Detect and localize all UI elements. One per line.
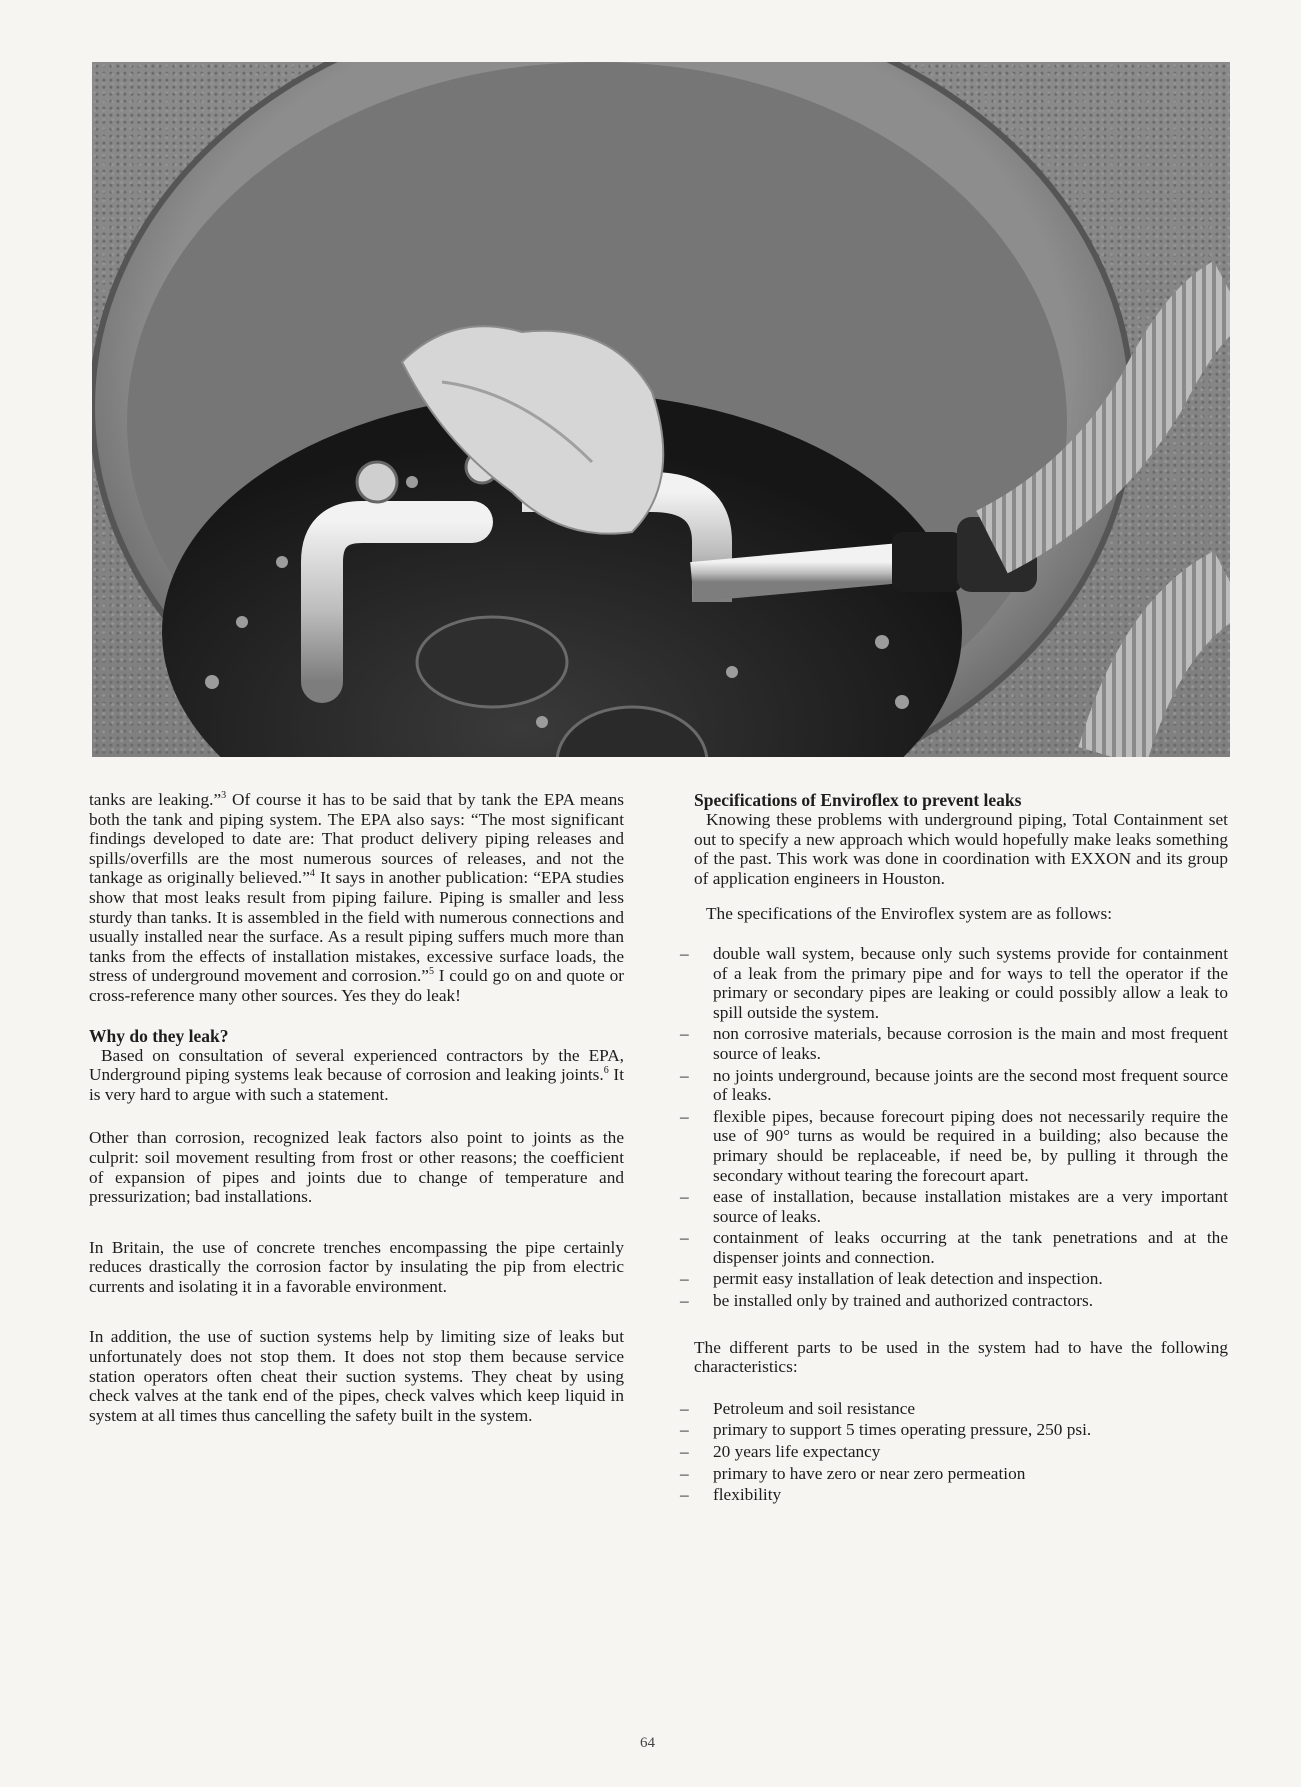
list-item: – permit easy installation of leak detection and inspection.	[694, 1269, 1228, 1289]
list-item: – non corrosive materials, because corrosion is the main and most frequent source of leaks.	[694, 1024, 1228, 1063]
right-paragraph-1: Knowing these problems with underground piping, Total Containment set out to specify a new approach which would hopefully make leaks something of the past. This work was done in coordination with EXXON and its group of application engineers in Houston.	[694, 810, 1228, 888]
list-item: – no joints underground, because joints are the second most frequent source of leaks.	[694, 1066, 1228, 1105]
left-paragraph-3: Other than corrosion, recognized leak factors also point to joints as the culprit: soil movement resulting from frost or other reasons; the coefficient of expansion of pipes and joints due to change of temperature and pressurization; bad installations.	[89, 1128, 624, 1207]
why-heading: Why do they leak?	[89, 1025, 229, 1046]
left-paragraph-5: In addition, the use of suction systems help by limiting size of leaks but unfortunately does not stop them. It does not stop them because service station operators often cheat their suction systems. They cheat by using check valves at the tank end of the pipes, check valves which keep liquid in system at all times thus cancelling the safety built in the system.	[89, 1327, 624, 1425]
left-column	[89, 790, 624, 1445]
right-paragraph-3: The different parts to be used in the system had to have the following characteristics:	[694, 1337, 1228, 1377]
right-column	[694, 790, 1228, 1525]
tank-sump-illustration	[92, 62, 1230, 757]
left-paragraph-1: tanks are leaking.”$^3$ Of course it has to be said that by tank the EPA means both the tank and piping system. The EPA also says: “The most significant findings developed to date are: That product delivery piping releases and spills/overfills are the most numerous sources of releases, and not the tankage as originally believed.”$^4$ It says in another publication: “EPA studies show that most leaks result from piping failure. Piping is smaller and less sturdy than tanks. It is assembled in the field with numerous connections and usually installed near the surface. As a result piping suffers much more than tanks from the effects of installation mistakes, excessive surface loads, the stress of underground movement and corrosion.”$^5$ I could go on and quote or cross-reference many other sources. Yes they do leak!	[89, 790, 624, 1005]
list-item: – Petroleum and soil resistance	[694, 1399, 1228, 1419]
right-paragraph-2: The specifications of the Enviroflex system are as follows:	[706, 904, 1112, 924]
page-number: 64	[640, 1735, 655, 1751]
list-item: – containment of leaks occurring at the tank penetrations and at the dispenser joints and connection.	[694, 1228, 1228, 1267]
tank-sump-photo	[92, 62, 1230, 757]
list-item: – ease of installation, because installation mistakes are a very important source of leaks.	[694, 1187, 1228, 1226]
specification-list	[694, 944, 1228, 1311]
left-paragraph-2: Based on consultation of several experienced contractors by the EPA, Underground piping systems leak because of corrosion and leaking joints.$^6$ It is very hard to argue with such a statement.	[89, 1045, 624, 1104]
list-item: – flexibility	[694, 1485, 1228, 1505]
list-item: – 20 years life expectancy	[694, 1442, 1228, 1462]
characteristics-list	[694, 1399, 1228, 1505]
list-item: – flexible pipes, because forecourt piping does not necessarily require the use of 90° turns as would be required in a building; also because the primary should be replaceable, if need be, by pulling it through the secondary without tearing the forecourt apart.	[694, 1107, 1228, 1185]
list-item: – primary to have zero or near zero permeation	[694, 1464, 1228, 1484]
specifications-heading: Specifications of Enviroflex to prevent leaks	[694, 790, 1022, 810]
left-paragraph-4: In Britain, the use of concrete trenches encompassing the pipe certainly reduces drastically the corrosion factor by insulating the pip from electric currents and isolating it in a favorable environment.	[89, 1237, 624, 1296]
list-item: – be installed only by trained and authorized contractors.	[694, 1291, 1228, 1311]
list-item: – primary to support 5 times operating pressure, 250 psi.	[694, 1420, 1228, 1440]
list-item: – double wall system, because only such systems provide for containment of a leak from the primary pipe and for ways to tell the operator if the primary or secondary pipes are leaking or could possibly allow a leak to spill outside the system.	[694, 944, 1228, 1022]
